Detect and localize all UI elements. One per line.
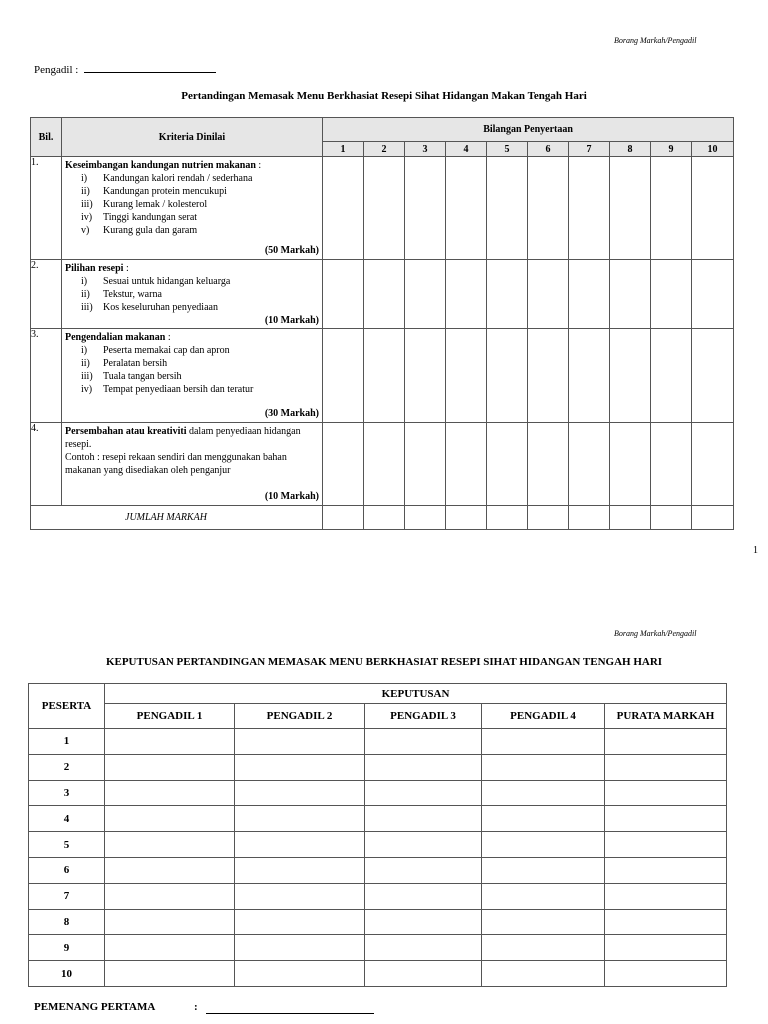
entry-number-3: 3 [405,142,446,157]
participant-row [29,935,727,961]
result-cell[interactable] [365,754,482,780]
result-cell[interactable] [105,806,235,832]
score-cell[interactable] [610,329,651,423]
result-cell[interactable] [235,832,365,858]
result-cell[interactable] [482,857,605,883]
col-judge-3: PENGADIL 3 [365,704,482,729]
result-cell[interactable] [482,961,605,987]
criteria-title: Pilihan resepi [65,263,124,274]
criteria-marks: (50 Markah) [264,245,319,256]
result-cell[interactable] [605,806,727,832]
criteria-item-text: Tinggi kandungan serat [103,212,198,223]
winner-label: PEMENANG PERTAMA [34,1001,156,1013]
header-note: Borang Markah/Pengadil [614,36,697,45]
score-cell[interactable] [569,157,610,260]
result-cell[interactable] [105,935,235,961]
entry-number-1: 1 [323,142,364,157]
score-cell[interactable] [405,260,446,329]
result-cell[interactable] [605,909,727,935]
total-score-cell[interactable] [405,506,446,530]
entry-number-2: 2 [364,142,405,157]
criteria-title: Pengendalian makanan [65,332,166,343]
result-cell[interactable] [105,961,235,987]
criteria-title: Persembahan atau kreativiti [65,426,187,437]
criteria-row [31,157,734,260]
score-cell[interactable] [446,260,487,329]
result-cell[interactable] [605,935,727,961]
score-cell[interactable] [651,157,692,260]
criteria-item-number: iv) [81,384,93,395]
criteria-item-text: Tekstur, warna [103,289,162,300]
results-title: KEPUTUSAN PERTANDINGAN MEMASAK MENU BERKHASIAT RESEPI SIHAT HIDANGAN TENGAH HARI [105,656,663,668]
winner-colon: : [194,1001,198,1013]
result-cell[interactable] [365,935,482,961]
score-cell[interactable] [405,329,446,423]
result-cell[interactable] [365,909,482,935]
criteria-cell [62,423,323,506]
criteria-item-text: Kandungan protein mencukupi [103,186,227,197]
participant-number: 2 [29,754,105,780]
result-cell[interactable] [105,754,235,780]
criteria-item [81,185,319,198]
score-cell[interactable] [692,329,734,423]
result-cell[interactable] [235,961,365,987]
participant-row [29,729,727,755]
score-cell[interactable] [610,157,651,260]
participant-number: 5 [29,832,105,858]
participant-row [29,961,727,987]
result-cell[interactable] [365,806,482,832]
participant-row [29,857,727,883]
result-cell[interactable] [482,909,605,935]
criteria-title: Keseimbangan kandungan nutrien makanan [65,160,256,171]
criteria-cell [62,157,323,260]
criteria-item-number: ii) [81,358,90,369]
entry-number-7: 7 [569,142,610,157]
criteria-item [81,357,319,370]
criteria-marks: (10 Markah) [264,491,319,502]
score-cell[interactable] [569,329,610,423]
result-cell[interactable] [482,780,605,806]
criteria-item-number: ii) [81,186,90,197]
score-cell[interactable] [487,329,528,423]
result-cell[interactable] [105,780,235,806]
criteria-number: 1. [31,157,62,260]
participant-row [29,754,727,780]
criteria-item-text: Sesuai untuk hidangan keluarga [103,276,231,287]
result-cell[interactable] [105,857,235,883]
criteria-item-text: Kurang lemak / kolesterol [103,199,208,210]
winner-line[interactable] [206,1001,374,1014]
criteria-item-text: Kurang gula dan garam [103,225,198,236]
criteria-item-text: Peserta memakai cap dan apron [103,345,230,356]
criteria-suffix: dalam penyediaan hidangan resepi. [65,426,301,450]
result-cell[interactable] [482,883,605,909]
criteria-item [81,301,319,314]
winner-field [34,1001,374,1014]
score-cell[interactable] [487,260,528,329]
result-cell[interactable] [365,961,482,987]
criteria-row [31,260,734,329]
pengadil-label: Pengadil : [34,64,79,76]
score-cell[interactable] [528,329,569,423]
col-keputusan: KEPUTUSAN [105,684,727,704]
criteria-suffix: : [255,160,262,171]
total-score-cell[interactable] [446,506,487,530]
score-cell[interactable] [651,423,692,506]
pengadil-line[interactable] [84,72,216,73]
page-number: 1 [753,545,758,556]
score-cell[interactable] [323,329,364,423]
score-cell[interactable] [528,260,569,329]
participant-number: 7 [29,883,105,909]
participant-number: 8 [29,909,105,935]
total-label: JUMLAH MARKAH [31,506,323,530]
result-cell[interactable] [605,780,727,806]
result-cell[interactable] [605,754,727,780]
score-cell[interactable] [528,423,569,506]
page-title: Pertandingan Memasak Menu Berkhasiat Resepi Sihat Hidangan Makan Tengah Hari [181,90,587,102]
criteria-suffix: : [123,263,129,274]
criteria-marks: (10 Markah) [264,315,319,326]
col-judge-1: PENGADIL 1 [105,704,235,729]
criteria-item [81,224,319,237]
criteria-item [81,275,319,288]
total-score-cell[interactable] [692,506,734,530]
result-cell[interactable] [105,909,235,935]
result-cell[interactable] [605,961,727,987]
score-cell[interactable] [610,260,651,329]
total-score-cell[interactable] [569,506,610,530]
participant-number: 6 [29,857,105,883]
entry-number-10: 10 [692,142,734,157]
score-cell[interactable] [651,329,692,423]
criteria-item-text: Tempat penyediaan bersih dan teratur [103,384,254,395]
result-cell[interactable] [365,857,482,883]
result-cell[interactable] [482,754,605,780]
participant-row [29,806,727,832]
score-cell[interactable] [610,423,651,506]
score-cell[interactable] [364,329,405,423]
participant-row [29,832,727,858]
score-cell[interactable] [487,157,528,260]
score-cell[interactable] [692,260,734,329]
score-cell[interactable] [528,157,569,260]
result-cell[interactable] [365,832,482,858]
criteria-item [81,198,319,211]
col-peserta: PESERTA [29,684,105,729]
entry-number-8: 8 [610,142,651,157]
criteria-item-text: Tuala tangan bersih [103,371,182,382]
result-cell[interactable] [105,729,235,755]
score-cell[interactable] [569,260,610,329]
score-cell[interactable] [405,423,446,506]
result-cell[interactable] [235,754,365,780]
result-cell[interactable] [235,806,365,832]
criteria-number: 4. [31,423,62,506]
result-cell[interactable] [605,832,727,858]
result-cell[interactable] [482,806,605,832]
criteria-item-text: Kandungan kalori rendah / sederhana [103,173,253,184]
score-cell[interactable] [446,157,487,260]
score-cell[interactable] [364,157,405,260]
criteria-row [31,423,734,506]
score-cell[interactable] [651,260,692,329]
criteria-item-number: v) [81,225,90,236]
participant-number: 4 [29,806,105,832]
result-cell[interactable] [365,883,482,909]
criteria-suffix: : [165,332,171,343]
participant-row [29,909,727,935]
score-cell[interactable] [364,423,405,506]
criteria-cell [62,260,323,329]
score-cell[interactable] [323,157,364,260]
result-cell[interactable] [605,729,727,755]
results-table [28,683,727,987]
score-cell[interactable] [569,423,610,506]
total-score-cell[interactable] [651,506,692,530]
result-cell[interactable] [482,729,605,755]
criteria-item [81,383,319,396]
result-cell[interactable] [235,883,365,909]
criteria-number: 3. [31,329,62,423]
total-score-cell[interactable] [323,506,364,530]
result-cell[interactable] [365,780,482,806]
criteria-item-text: Peralatan bersih [103,358,168,369]
criteria-item-number: iii) [81,302,93,313]
result-cell[interactable] [235,729,365,755]
result-cell[interactable] [605,883,727,909]
pengadil-field [34,64,216,76]
participant-number: 10 [29,961,105,987]
score-cell[interactable] [446,423,487,506]
criteria-marks: (30 Markah) [264,408,319,419]
col-bil: Bil. [31,118,62,157]
criteria-item-number: iv) [81,212,93,223]
score-cell[interactable] [323,260,364,329]
total-score-cell[interactable] [487,506,528,530]
criteria-number: 2. [31,260,62,329]
criteria-item [81,288,319,301]
entry-number-4: 4 [446,142,487,157]
score-cell[interactable] [323,423,364,506]
header-note-2: Borang Markah/Pengadil [614,629,697,638]
criteria-item-text: Kos keseluruhan penyediaan [103,302,218,313]
criteria-item-number: i) [81,345,88,356]
result-cell[interactable] [482,832,605,858]
entry-number-9: 9 [651,142,692,157]
col-judge-2: PENGADIL 2 [235,704,365,729]
result-cell[interactable] [105,832,235,858]
score-cell[interactable] [405,157,446,260]
participant-row [29,780,727,806]
result-cell[interactable] [482,935,605,961]
criteria-item-number: iii) [81,199,93,210]
participant-row [29,883,727,909]
col-judge-4: PENGADIL 4 [482,704,605,729]
participant-number: 9 [29,935,105,961]
result-cell[interactable] [605,857,727,883]
participant-number: 1 [29,729,105,755]
criteria-item-number: i) [81,173,88,184]
criteria-example: Contoh : resepi rekaan sendiri dan menggunakan bahan makanan yang disediakan oleh penganjur [65,452,287,476]
criteria-item-number: ii) [81,289,90,300]
participant-number: 3 [29,780,105,806]
result-cell[interactable] [365,729,482,755]
result-cell[interactable] [235,857,365,883]
criteria-item-number: i) [81,276,88,287]
col-bilangan: Bilangan Penyertaan [323,118,734,142]
col-judge-5: PURATA MARKAH [605,704,727,729]
result-cell[interactable] [105,883,235,909]
criteria-row [31,329,734,423]
criteria-cell [62,329,323,423]
entry-number-5: 5 [487,142,528,157]
result-cell[interactable] [235,780,365,806]
criteria-item [81,172,319,185]
score-cell[interactable] [692,157,734,260]
col-kriteria: Kriteria Dinilai [62,118,323,157]
score-cell[interactable] [692,423,734,506]
total-score-cell[interactable] [364,506,405,530]
criteria-item [81,344,319,357]
entry-number-6: 6 [528,142,569,157]
score-cell[interactable] [364,260,405,329]
result-cell[interactable] [235,909,365,935]
total-score-cell[interactable] [610,506,651,530]
criteria-item [81,370,319,383]
total-score-cell[interactable] [528,506,569,530]
score-cell[interactable] [487,423,528,506]
result-cell[interactable] [235,935,365,961]
score-cell[interactable] [446,329,487,423]
criteria-item-number: iii) [81,371,93,382]
scoring-table [30,117,734,530]
criteria-item [81,211,319,224]
